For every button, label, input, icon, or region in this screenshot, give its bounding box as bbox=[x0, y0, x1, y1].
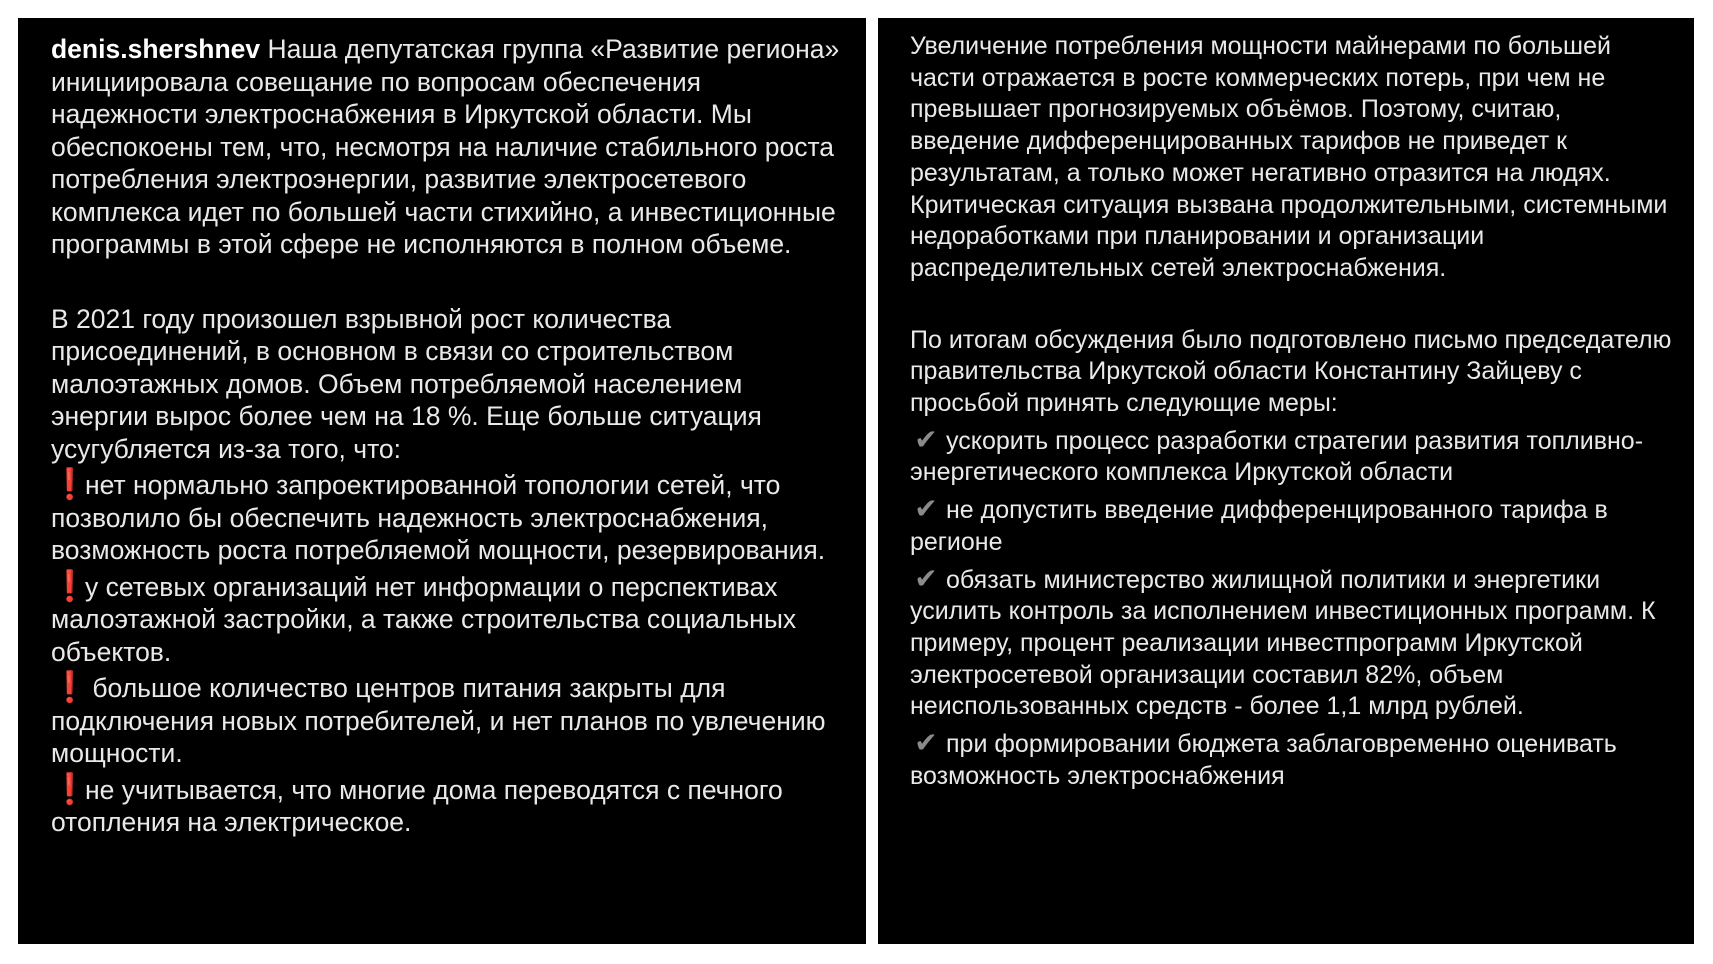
measure-item bbox=[910, 424, 1674, 489]
post-username[interactable]: denis.shershnev bbox=[51, 34, 261, 64]
miners-paragraph: Увеличение потребления мощности майнерами по большей части отражается в росте коммерческих потерь, при чем не превышает прогнозируемых объёмов. Поэтому, считаю, введение дифференцированных тарифов не приведет к результатам, а только может негативно отразится на людях. Критическая ситуация вызвана продолжительными, системными недоработками при планировании и организации распределительных сетей электроснабжения. bbox=[910, 32, 1668, 282]
checkmark-icon: ✔ bbox=[914, 423, 938, 455]
issue-item bbox=[51, 774, 842, 839]
post-intro bbox=[51, 33, 842, 261]
issue-text: нет нормально запроектированной топологии сетей, что позволило бы обеспечить надежность электроснабжения, возможность роста потребляемой мощности, резервирования. bbox=[51, 470, 826, 565]
measure-text: не допустить введение дифференцированного тарифа в регионе bbox=[910, 496, 1608, 556]
issue-text: не учитывается, что многие дома переводятся с печного отопления на электрическое. bbox=[51, 774, 783, 837]
issue-item bbox=[51, 469, 842, 567]
checkmark-icon: ✔ bbox=[914, 727, 938, 759]
checkmark-icon: ✔ bbox=[914, 562, 938, 594]
measure-item bbox=[910, 493, 1674, 558]
growth-paragraph: В 2021 году произошел взрывной рост количества присоединений, в основном в связи со строительством малоэтажных домов. Объем потребляемой населением энергии вырос более чем на 18 %. Еще больше ситуация усугубляется из-за того, что: bbox=[51, 303, 762, 464]
measure-item bbox=[910, 563, 1674, 724]
exclamation-icon: ❗ bbox=[51, 468, 89, 501]
issue-text: у сетевых организаций нет информации о перспективах малоэтажной застройки, а также строительства социальных объектов. bbox=[51, 571, 797, 667]
issue-item bbox=[51, 672, 842, 770]
issue-text: большое количество центров питания закрыты для подключения новых потребителей, и нет планов по увлечению мощности. bbox=[51, 673, 826, 768]
checkmark-icon: ✔ bbox=[914, 493, 938, 525]
measure-text: обязать министерство жилищной политики и энергетики усилить контроль за исполнением инвестиционных программ. К примеру, процент реализации инвестпрограмм Иркутской электросетевой организации составил 82%, объем неиспользованных средств - более 1,1 млрд рублей. bbox=[910, 565, 1656, 721]
left-post-panel bbox=[18, 18, 866, 944]
measure-text: при формировании бюджета заблаговременно оценивать возможность электроснабжения bbox=[910, 730, 1617, 790]
measure-text: ускорить процесс разработки стратегии развития топливно-энергетического комплекса Иркутской области bbox=[910, 426, 1644, 487]
paragraph-spacer bbox=[51, 261, 842, 303]
paragraph-spacer bbox=[910, 285, 1674, 325]
measure-item bbox=[910, 727, 1674, 792]
post-intro-text: Наша депутатская группа «Развитие региона» инициировала совещание по вопросам обеспечения надежности электроснабжения в Иркутской области. Мы обеспокоены тем, что, несмотря на наличие стабильного роста потребления электроэнергии, развитие электросетевого комплекса идет по большей части стихийно, а инвестиционные программы в этой сфере не исполняются в полном объеме. bbox=[51, 34, 840, 259]
letter-paragraph: По итогам обсуждения было подготовлено письмо председателю правительства Иркутской области Константину Зайцеву с просьбой принять следующие меры: bbox=[910, 325, 1672, 418]
exclamation-icon: ❗ bbox=[51, 569, 89, 603]
exclamation-icon: ❗ bbox=[51, 671, 89, 704]
right-post-panel bbox=[878, 18, 1694, 944]
issue-item bbox=[51, 571, 842, 669]
exclamation-icon: ❗ bbox=[51, 772, 89, 806]
